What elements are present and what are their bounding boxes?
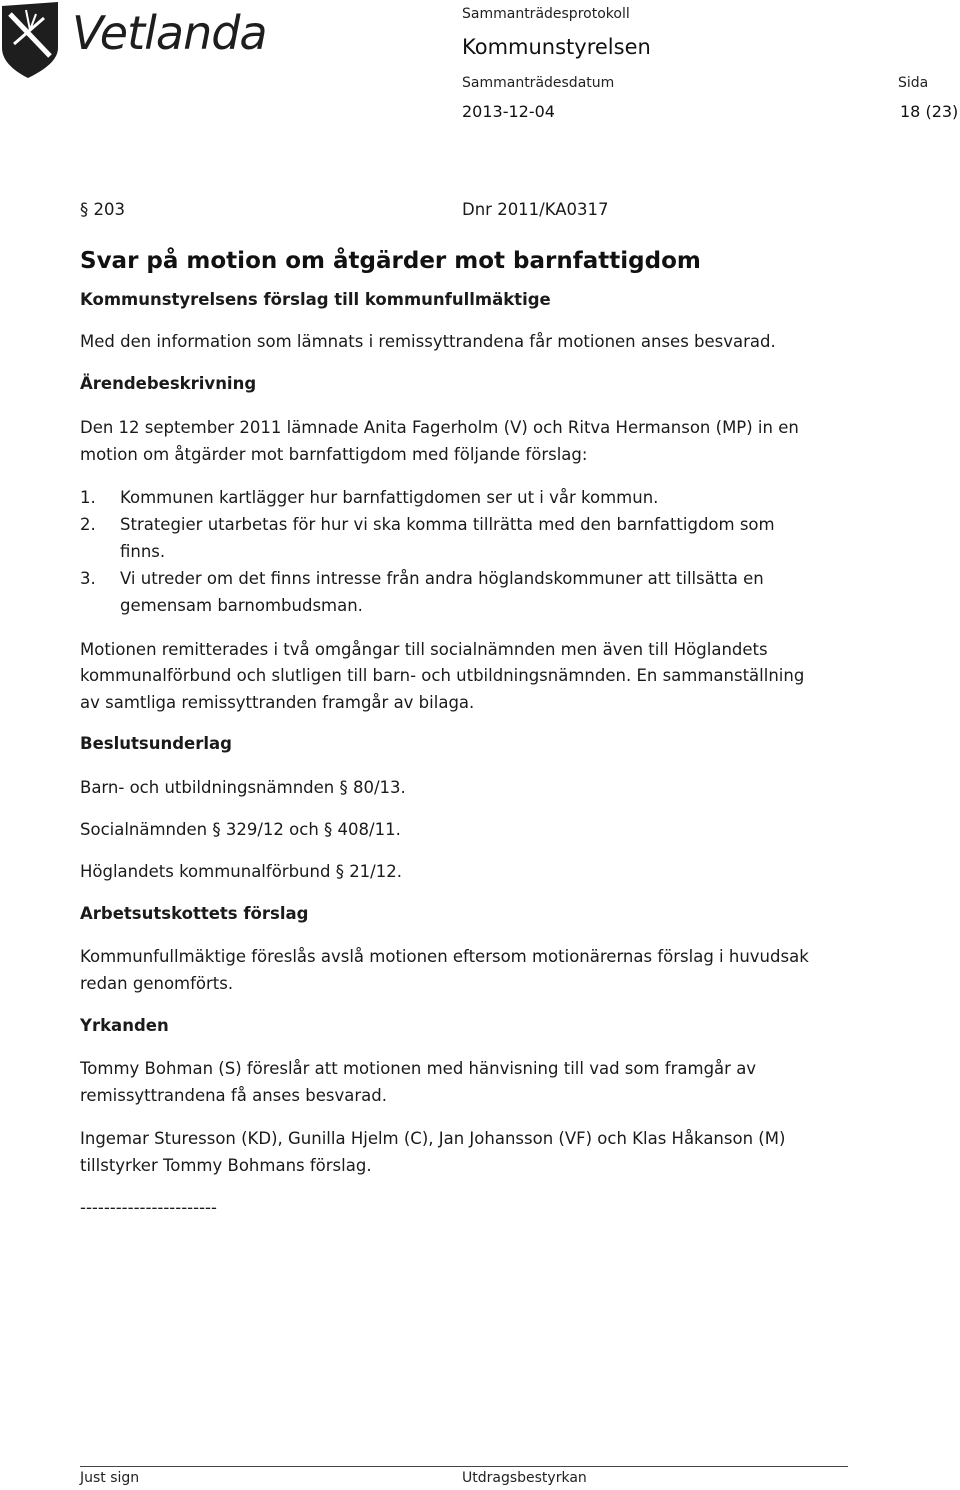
meeting-date: 2013-12-04	[462, 102, 555, 121]
list-text-continued: finns.	[120, 542, 166, 561]
committee-line2: redan genomförts.	[80, 974, 234, 993]
motions-p2-line1: Ingemar Sturesson (KD), Gunilla Hjelm (C), Jan Johansson (VF) och Klas Håkanson (M)	[80, 1129, 786, 1148]
description-para-line1: Motionen remitterades i två omgångar till socialnämnden men även till Höglandets	[80, 640, 768, 659]
basis-item-ref: 329/12	[225, 820, 284, 839]
list-text: Strategier utarbetas för hur vi ska komma tillrätta med den barnfattigdom som	[120, 515, 775, 534]
separator-dashes: -----------------------	[80, 1198, 217, 1217]
description-intro-line2: motion om åtgärder mot barnfattigdom med följande förslag:	[80, 445, 588, 464]
paragraph-sign: §	[324, 820, 333, 839]
list-text: Kommunen kartlägger hur barnfattigdomen ser ut i vår kommun.	[120, 488, 659, 507]
basis-item	[80, 774, 406, 801]
page-title: Svar på motion om åtgärder mot barnfattigdom	[80, 248, 701, 274]
logo-wordmark: Vetlanda	[72, 6, 267, 60]
basis-item-source: Socialnämnden	[80, 820, 208, 839]
basis-item-ref: 408/11.	[337, 820, 401, 839]
motions-p2-line2: tillstyrker Tommy Bohmans förslag.	[80, 1156, 372, 1175]
page-number: 18 (23)	[900, 102, 959, 121]
paragraph-sign: §	[80, 200, 89, 219]
date-label: Sammanträdesdatum	[462, 75, 615, 91]
item-number-value: 203	[93, 200, 125, 219]
basis-item-ref: 80/13.	[353, 778, 406, 797]
footer-certify-label: Utdragsbestyrkan	[462, 1470, 587, 1486]
list-text: Vi utreder om det finns intresse från andra höglandskommuner att tillsätta en	[120, 569, 764, 588]
proposal-list	[80, 484, 840, 614]
basis-item-source: Barn- och utbildningsnämnden	[80, 778, 335, 797]
paragraph-sign: §	[339, 778, 348, 797]
description-para-line3: av samtliga remissyttranden framgår av bilaga.	[80, 693, 475, 712]
basis-item-ref: 21/12.	[349, 862, 402, 881]
list-item	[80, 511, 840, 565]
body-name: Kommunstyrelsen	[462, 35, 651, 59]
paragraph-sign: §	[335, 862, 344, 881]
committee-heading: Arbetsutskottets förslag	[80, 904, 309, 923]
basis-item	[80, 816, 401, 843]
municipality-logo	[0, 0, 290, 80]
motions-p1-line2: remissyttrandena få anses besvarad.	[80, 1086, 387, 1105]
list-number: 1.	[80, 488, 96, 507]
description-intro-line1: Den 12 september 2011 lämnade Anita Fagerholm (V) och Ritva Hermanson (MP) in en	[80, 418, 799, 437]
footer-sign-label: Just sign	[80, 1470, 140, 1486]
list-text-continued: gemensam barnombudsman.	[120, 596, 363, 615]
description-heading: Ärendebeskrivning	[80, 374, 257, 393]
motions-heading: Yrkanden	[80, 1016, 169, 1035]
list-item	[80, 484, 840, 511]
basis-item-conjunction: och	[289, 820, 319, 839]
proposal-text: Med den information som lämnats i remissyttrandena får motionen anses besvarad.	[80, 332, 776, 351]
description-para-line2: kommunalförbund och slutligen till barn- och utbildningsnämnden. En sammanställning	[80, 666, 805, 685]
committee-line1: Kommunfullmäktige föreslås avslå motionen eftersom motionärernas förslag i huvudsak	[80, 947, 809, 966]
list-number: 2.	[80, 515, 96, 534]
protocol-label: Sammanträdesprotokoll	[462, 6, 630, 22]
proposal-heading: Kommunstyrelsens förslag till kommunfullmäktige	[80, 290, 551, 309]
paragraph-sign: §	[212, 820, 221, 839]
basis-item	[80, 858, 402, 885]
dnr: Dnr 2011/KA0317	[462, 200, 609, 219]
basis-heading: Beslutsunderlag	[80, 734, 232, 753]
basis-item-source: Höglandets kommunalförbund	[80, 862, 331, 881]
list-number: 3.	[80, 569, 96, 588]
page-label: Sida	[898, 75, 929, 91]
motions-p1-line1: Tommy Bohman (S) föreslår att motionen med hänvisning till vad som framgår av	[80, 1059, 757, 1078]
item-number	[80, 196, 125, 223]
footer-divider	[80, 1466, 848, 1467]
list-item	[80, 565, 840, 619]
